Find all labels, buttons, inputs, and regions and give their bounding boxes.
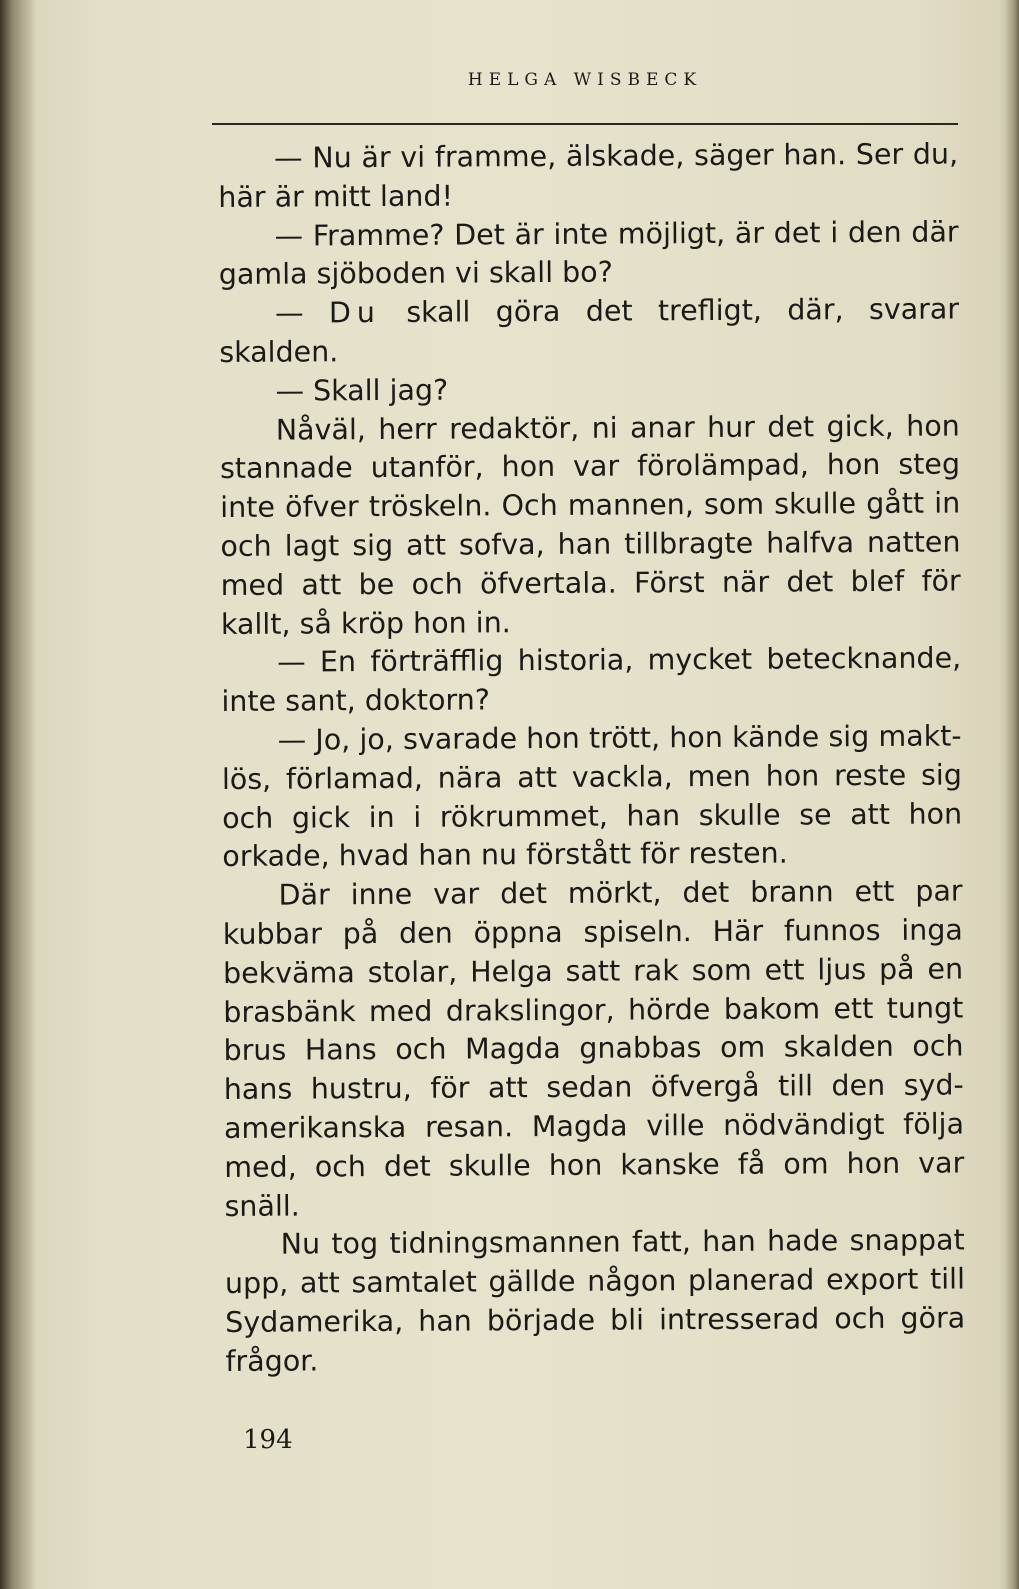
running-head: HELGA WISBECK [467,70,703,90]
page-number: 194 [243,1425,293,1455]
paragraph: — Skall jag? [275,373,449,408]
paragraph-dash: — [274,296,330,330]
page-edge-shadow [1005,0,1019,1589]
paragraph [219,291,959,373]
paragraph: Nåväl, herr redaktör, ni anar hur det gick, hon stannade utanför, hon var förolämpad, hon steg inte öfver tröskeln. Och mannen, som skulle gått in och lagt sig att sofva, han tillbragte halfva natten med att be och öfvertala. Först när det blef för kallt, så kröp hon in. [219,409,961,641]
paragraph-text: skall göra det trefligt, där, svarar skalden. [219,292,960,369]
paragraph: Där inne var det mörkt, det brann ett par kubbar på den öppna spiseln. Här funnos inga bekväma stolar, Helga satt rak som ett ljus på en brasbänk med drakslingor, hörde bakom ett tungt brus Hans och Magda gnabbas om skalden och hans hustru, för att sedan öfvergå till den sydamerikanska resan. Magda ville nödvändigt följa med, och det skulle hon kanske få om hon var snäll. [222,874,965,1223]
spaced-emphasis: Du [328,296,382,330]
header-rule [212,123,958,125]
paragraph: — En förträfflig historia, mycket betecknande, inte sant, doktorn? [221,641,962,719]
paragraph: — Jo, jo, svarade hon trött, hon kände sig maktlös, förlamad, nära att vackla, men hon reste sig och gick in i rökrummet, han skulle se att hon orkade, hvad han nu förstått för resten. [221,719,963,874]
paragraph: Nu tog tidningsmannen fatt, han hade snappat upp, att samtalet gällde någon planerad export till Sydamerika, han började bli intresserad och göra frågor. [224,1223,966,1378]
body-text [218,135,966,1381]
paragraph: — Nu är vi framme, älskade, säger han. Ser du, här är mitt land! [218,137,959,214]
paragraph: — Framme? Det är inte möjligt, är det i den där gamla sjöboden vi skall bo? [218,215,959,292]
page-binding-shadow [0,0,36,1589]
